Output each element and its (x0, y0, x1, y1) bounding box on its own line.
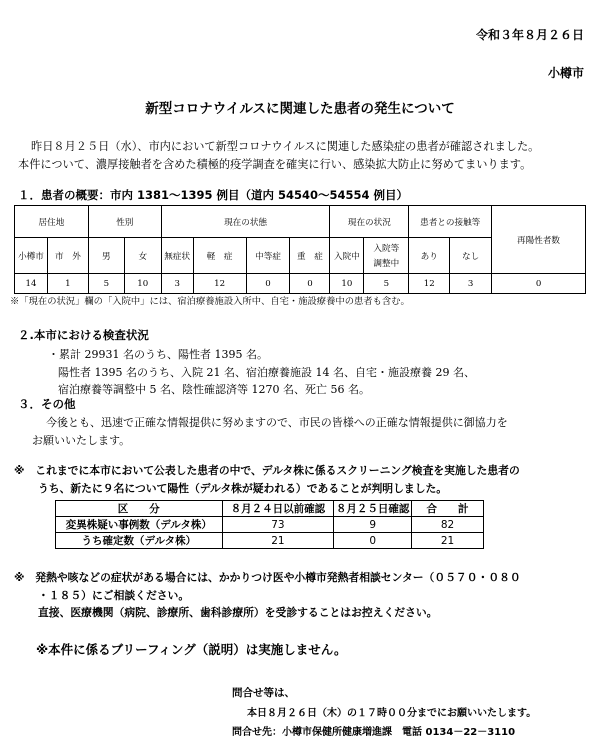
advice-line-2: ・１８５）にご相談ください。 (38, 589, 190, 602)
section-2-line-1: ・累計 29931 名のうち、陽性者 1395 名。 (48, 348, 268, 361)
delta-header-category: 区 分 (56, 501, 223, 517)
advice-line-3: 直接、医療機関（病院、診療所、歯科診療所）を受診することはお控えください。 (38, 606, 438, 619)
value-male: 5 (88, 274, 124, 294)
value-adjusting: 5 (364, 274, 409, 294)
subheader-adjusting-line-2: 調整中 (373, 259, 400, 269)
value-outside: 1 (47, 274, 88, 294)
subheader-mild: 軽 症 (193, 238, 246, 274)
section-2-line-3: 宿泊療養等調整中 5 名、陰性確認済等 1270 名、死亡 56 名。 (58, 383, 370, 396)
section-1-heading: １．患者の概要：市内 1381～1395 例目（道内 54540～54554 例目） (18, 188, 409, 202)
section-3-heading: ３．その他 (18, 397, 76, 411)
value-female: 10 (124, 274, 161, 294)
value-yes: 12 (409, 274, 450, 294)
document-title: 新型コロナウイルスに関連した患者の発生について (145, 101, 455, 117)
delta-row-label: うち確定数（デルタ株） (56, 533, 223, 549)
contact-line-1: 問合せ等は、 (232, 687, 295, 699)
subheader-female: 女 (124, 238, 161, 274)
subheader-adjusting-line-1: 入院等 (373, 244, 400, 254)
subheader-yes: あり (409, 238, 450, 274)
subheader-outside: 市 外 (47, 238, 88, 274)
value-severe: 0 (290, 274, 330, 294)
subheader-no: なし (450, 238, 492, 274)
delta-header-total: 合 計 (412, 501, 484, 517)
subheader-male: 男 (88, 238, 124, 274)
delta-notice-line-2: うち、新たに９名について陽性（デルタ株が疑われる）であることが判明しました。 (38, 482, 448, 495)
header-sex: 性別 (88, 206, 161, 238)
subheader-otaru: 小樽市 (15, 238, 48, 274)
delta-header-before-0824: ８月２４日以前確認 (222, 501, 334, 517)
delta-row-label: 変異株疑い事例数（デルタ株） (56, 517, 223, 533)
subheader-adjusting (364, 238, 409, 274)
intro-line-2: 本件について、濃厚接触者を含めた積極的疫学調査を確実に行い、感染拡大防止に努めてまいります。 (18, 158, 532, 171)
header-contact: 患者との接触等 (409, 206, 492, 238)
value-repositive: 0 (492, 274, 586, 294)
patient-summary-table (14, 205, 586, 294)
advice-line-1: ※ 発熱や咳などの症状がある場合には、かかりつけ医や小樽市発熱者相談センター（０５７０・０８０ (14, 571, 521, 584)
contact-line-2: 本日８月２６日（木）の１７時００分までにお願いいたします。 (247, 708, 537, 719)
table-footnote: ※「現在の状況」欄の「入院中」には、宿泊療養施設入所中、自宅・施設療養中の患者も含む。 (10, 296, 410, 307)
delta-header-0825: ８月２５日確認 (334, 501, 412, 517)
table-row (56, 517, 484, 533)
subheader-severe: 重 症 (290, 238, 330, 274)
delta-notice-line-1: ※ これまでに本市において公表した患者の中で、デルタ株に係るスクリーニング検査を実施した患者の (14, 464, 520, 477)
delta-cell: 21 (222, 533, 334, 549)
delta-variant-table (55, 500, 484, 549)
header-condition: 現在の状態 (161, 206, 330, 238)
delta-cell: 21 (412, 533, 484, 549)
value-mild: 12 (193, 274, 246, 294)
subheader-hospitalized: 入院中 (330, 238, 364, 274)
value-hospitalized: 10 (330, 274, 364, 294)
header-residence: 居住地 (15, 206, 89, 238)
contact-line-3: 問合せ先：小樽市保健所健康増進課 電話 0134－22－3110 (232, 727, 516, 738)
table-row (56, 533, 484, 549)
section-2-line-2: 陽性者 1395 名のうち、入院 21 名、宿泊療養施設 14 名、自宅・施設療養 29 名、 (58, 366, 475, 379)
section-3-line-1: 今後とも、迅速で正確な情報提供に努めますので、市民の皆様への正確な情報提供に御協力を (46, 416, 508, 429)
header-status: 現在の状況 (330, 206, 409, 238)
delta-cell: 0 (334, 533, 412, 549)
section-3-line-2: お願いいたします。 (32, 434, 131, 447)
value-no: 3 (450, 274, 492, 294)
header-repositive: 再陽性者数 (492, 206, 586, 274)
document-date: 令和３年８月２６日 (475, 28, 584, 42)
issuer-city: 小樽市 (547, 66, 584, 80)
section-2-heading: ２.本市における検査状況 (18, 328, 149, 342)
delta-cell: 9 (334, 517, 412, 533)
subheader-asymptomatic: 無症状 (161, 238, 193, 274)
value-moderate: 0 (246, 274, 290, 294)
intro-line-1: 昨日８月２５日（水）、市内において新型コロナウイルスに関連した感染症の患者が確認されました。 (31, 140, 540, 153)
delta-cell: 73 (222, 517, 334, 533)
delta-cell: 82 (412, 517, 484, 533)
subheader-moderate: 中等症 (246, 238, 290, 274)
briefing-notice: ※本件に係るブリーフィング（説明）は実施しません。 (36, 642, 347, 657)
value-otaru: 14 (15, 274, 48, 294)
value-asymptomatic: 3 (161, 274, 193, 294)
